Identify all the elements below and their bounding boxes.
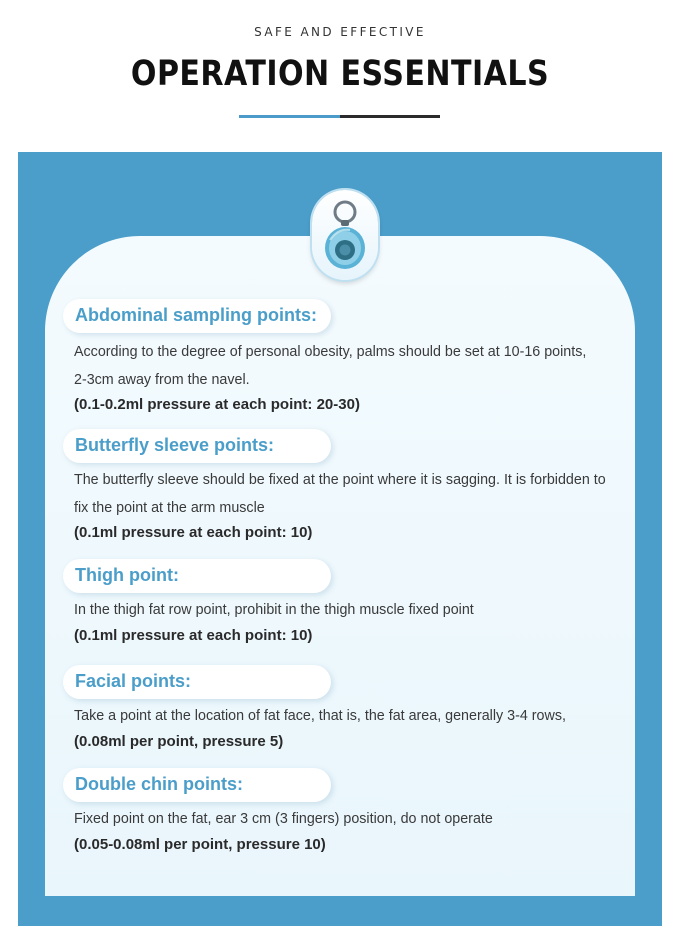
page-title: OPERATION ESSENTIALS [130,54,550,94]
section-butterfly-spec: (0.1ml pressure at each point: 10) [74,524,313,541]
section-title: Thigh point: [75,565,179,585]
section-facial-header [63,665,331,699]
section-facial-desc: Take a point at the location of fat face, that is, the fat area, generally 3-4 rows, [74,708,566,724]
title-underline-blue [239,115,340,118]
section-title: Facial points: [75,671,192,691]
section-title: Butterfly sleeve points: [75,435,275,455]
section-thigh-desc: In the thigh fat row point, prohibit in the thigh muscle fixed point [74,602,474,618]
device-keychain-icon [312,190,378,280]
section-thigh-spec: (0.1ml pressure at each point: 10) [74,627,313,644]
section-abdominal-header [63,299,331,333]
section-thigh-header [63,559,331,593]
section-double-chin-spec: (0.05-0.08ml per point, pressure 10) [74,836,326,853]
section-butterfly-header [63,429,331,463]
section-title: Abdominal sampling points: [75,305,317,325]
section-title: Double chin points: [75,774,243,794]
section-double-chin-desc: Fixed point on the fat, ear 3 cm (3 fingers) position, do not operate [74,811,493,827]
section-butterfly-desc: The butterfly sleeve should be fixed at the point where it is sagging. It is forbidden to fix the point at the arm muscle [74,472,606,516]
section-double-chin-header [63,768,331,802]
section-facial-spec: (0.08ml per point, pressure 5) [74,733,284,750]
header-kicker: SAFE AND EFFECTIVE [254,25,426,39]
title-underline-dark [340,115,440,118]
section-abdominal-desc: According to the degree of personal obesity, palms should be set at 10-16 points, 2-3cm away from the navel. [74,344,587,388]
section-abdominal-spec: (0.1-0.2ml pressure at each point: 20-30) [74,396,360,413]
